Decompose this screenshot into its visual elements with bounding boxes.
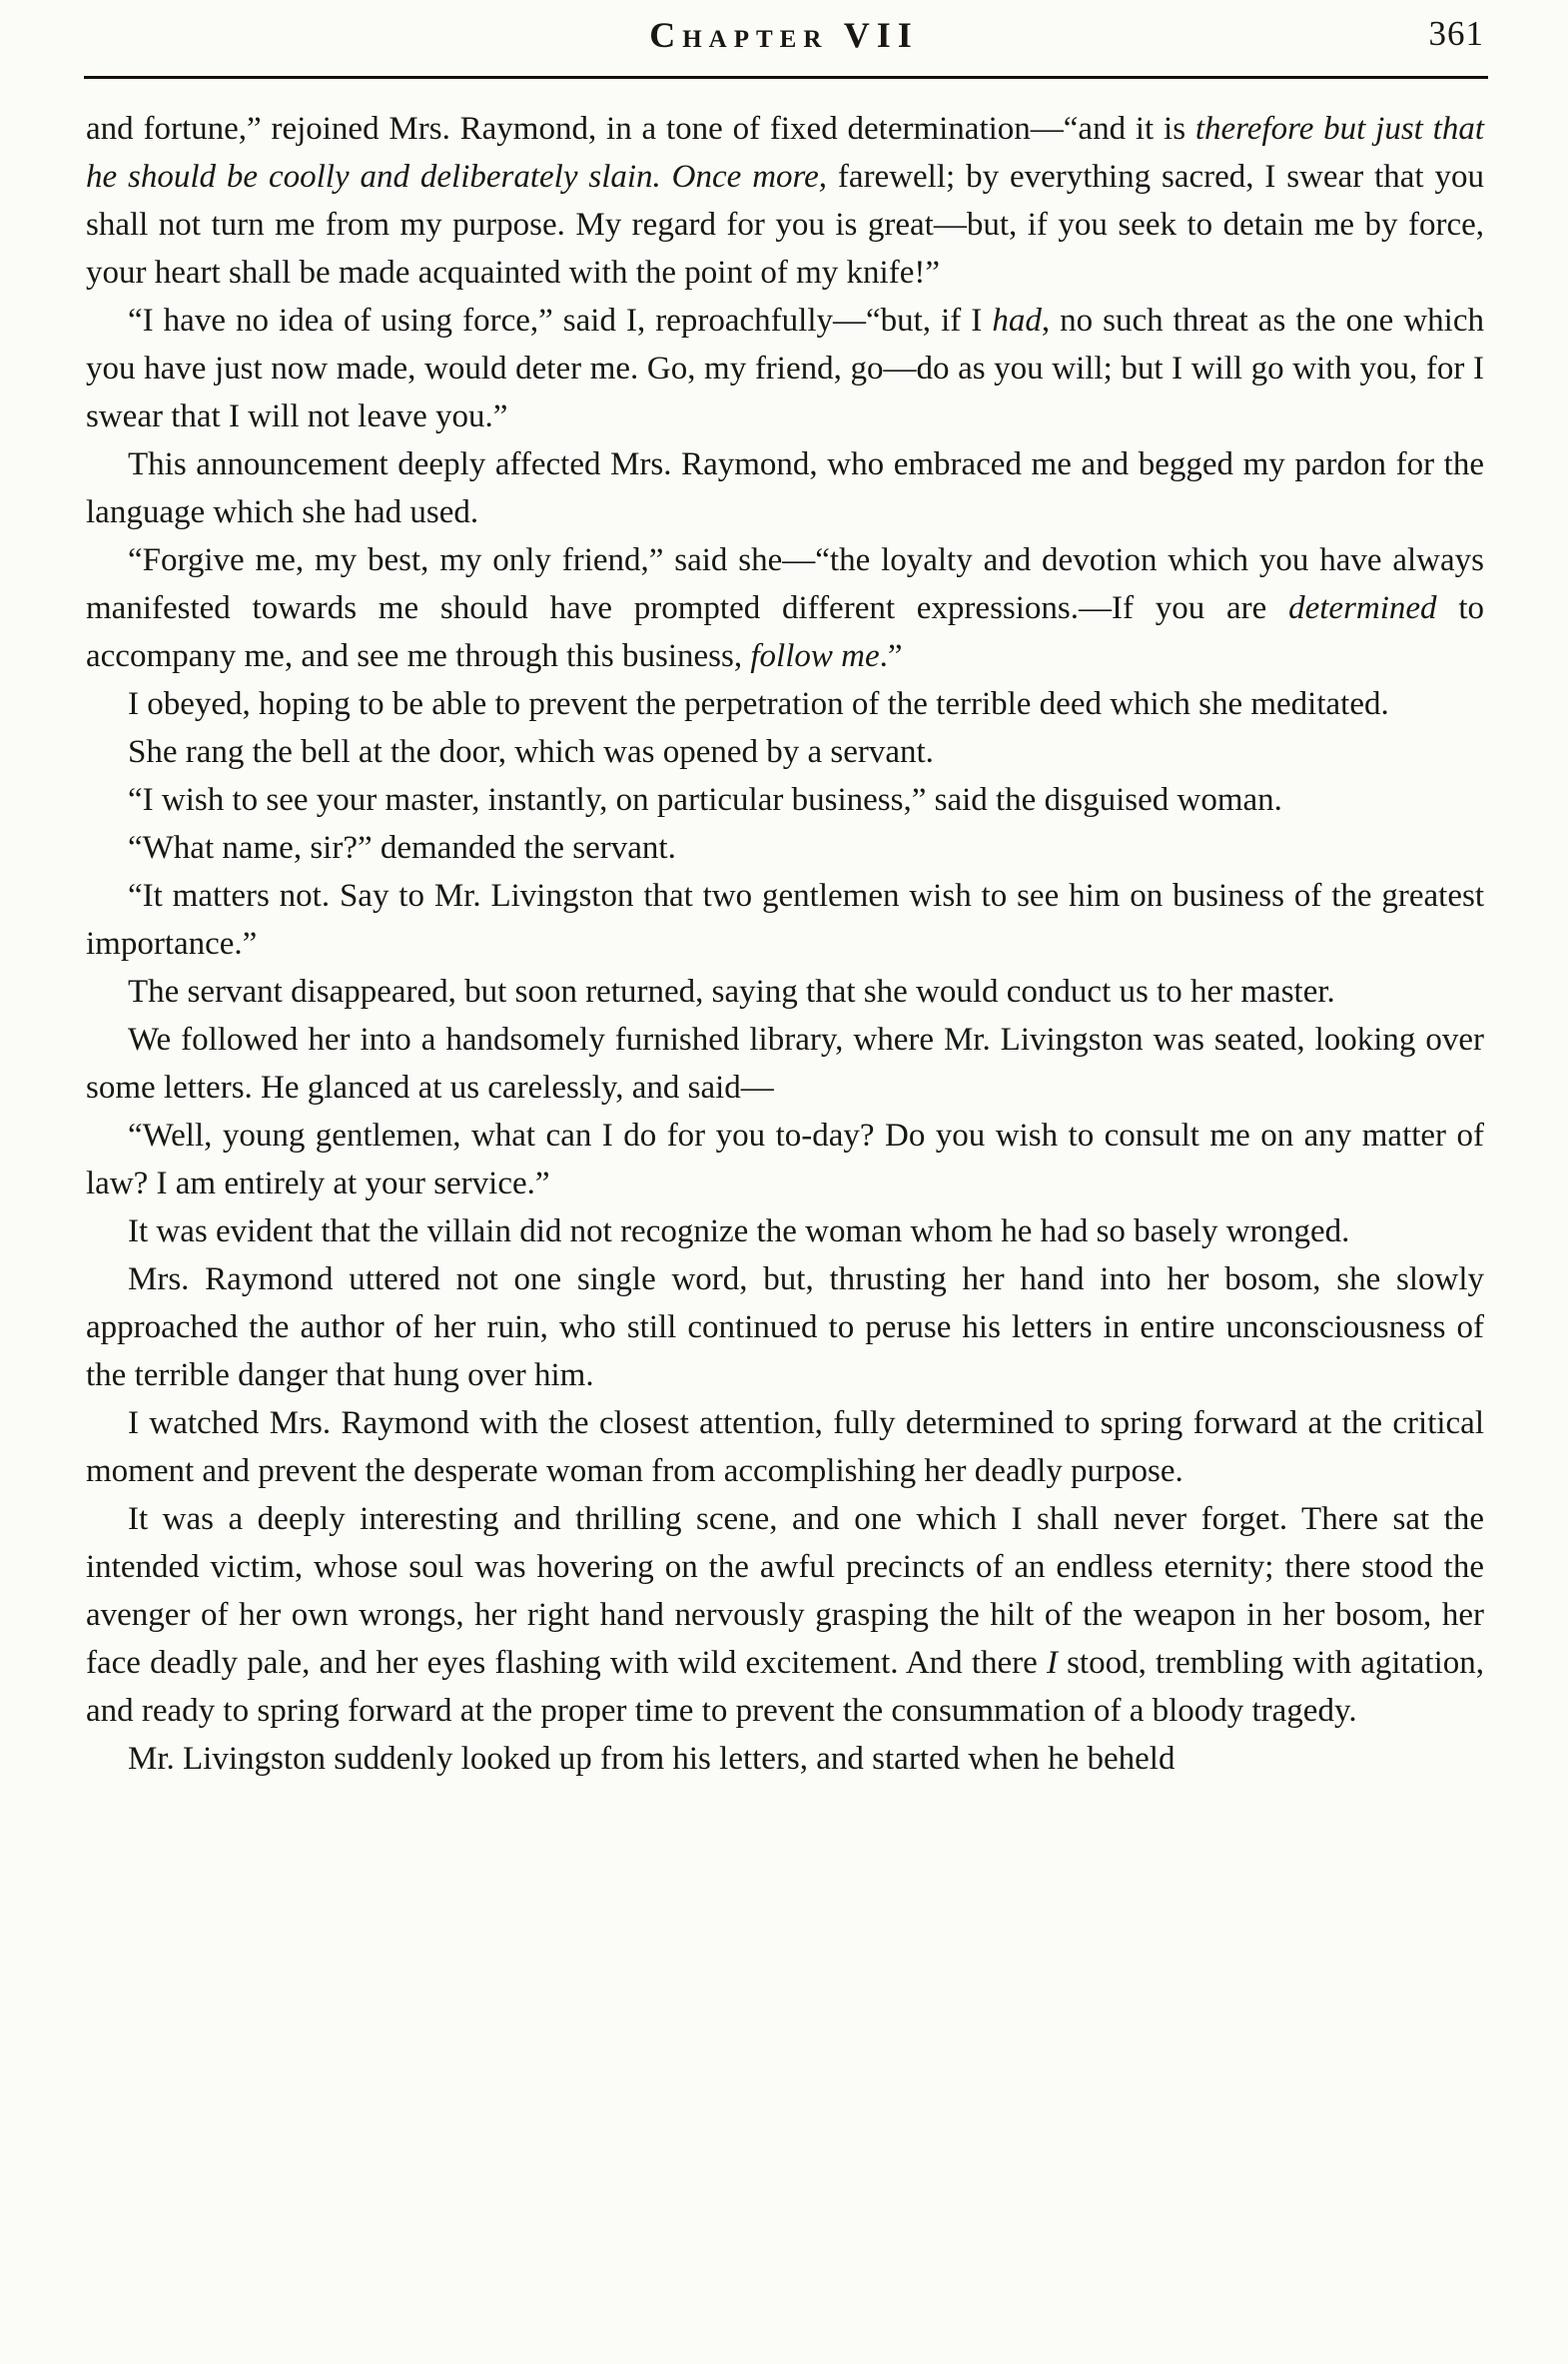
text-run: , no such threat as the one which you have just now made, would deter me. Go, my friend, go—do as you will; but I will go with you, for I swear that I will not leave you.” — [86, 303, 1484, 434]
italic-text-run: therefore but just that he should be coolly and deliberately slain. Once more, — [86, 111, 1484, 195]
text-run: “Forgive me, my best, my only friend,” said she—“the loyalty and devotion which you have always manifested towards me should have prompted different expressions.—If you are — [86, 542, 1484, 626]
paragraph — [86, 1255, 1484, 1399]
text-run: Mr. Livingston suddenly looked up from his letters, and started when he beheld — [128, 1741, 1176, 1777]
paragraph — [86, 1495, 1484, 1735]
page-body — [0, 105, 1568, 1783]
text-run: I obeyed, hoping to be able to prevent the perpetration of the terrible deed which she meditated. — [128, 686, 1389, 722]
text-run: and fortune,” rejoined Mrs. Raymond, in a tone of fixed determination—“and it is — [86, 111, 1195, 147]
paragraph — [86, 1735, 1484, 1783]
text-run: This announcement deeply affected Mrs. Raymond, who embraced me and begged my pardon for the language which she had used. — [86, 446, 1484, 530]
paragraph — [86, 968, 1484, 1016]
paragraph — [86, 297, 1484, 440]
text-run: “I have no idea of using force,” said I, reproachfully—“but, if I — [128, 303, 993, 339]
text-run: She rang the bell at the door, which was opened by a servant. — [128, 734, 934, 770]
page-number: 361 — [1428, 14, 1484, 53]
text-run: “It matters not. Say to Mr. Livingston that two gentlemen wish to see him on business of the greatest importance.” — [86, 878, 1484, 962]
paragraph — [86, 728, 1484, 776]
italic-text-run: I — [1046, 1645, 1058, 1681]
text-run: The servant disappeared, but soon returned, saying that she would conduct us to her master. — [128, 974, 1335, 1010]
text-run: farewell; by everything sacred, I swear that you shall not turn me from my purpose. My regard for you is great—but, if you seek to detain me by force, your heart shall be made acquainted with the point of my knife!” — [86, 159, 1484, 291]
text-run: It was evident that the villain did not recognize the woman whom he had so basely wronged. — [128, 1213, 1350, 1249]
text-run: “What name, sir?” demanded the servant. — [128, 830, 676, 866]
paragraph — [86, 776, 1484, 824]
page-header — [0, 0, 1568, 70]
text-run: We followed her into a handsomely furnished library, where Mr. Livingston was seated, looking over some letters. He glanced at us carelessly, and said— — [86, 1022, 1484, 1106]
text-run: I watched Mrs. Raymond with the closest attention, fully determined to spring forward at the critical moment and prevent the desperate woman from accomplishing her deadly purpose. — [86, 1405, 1484, 1489]
italic-text-run: determined — [1288, 590, 1437, 626]
paragraph — [86, 872, 1484, 968]
paragraph — [86, 1399, 1484, 1495]
text-run: to accompany me, and see me through this business, — [86, 590, 1485, 674]
chapter-title: Chapter VII — [649, 15, 919, 55]
header-rule — [84, 76, 1488, 79]
text-run: “I wish to see your master, instantly, on particular business,” said the disguised woman. — [128, 782, 1282, 818]
paragraph — [86, 105, 1484, 297]
text-run: stood, trembling with agitation, and ready to spring forward at the proper time to prevent the consummation of a bloody tragedy. — [86, 1645, 1484, 1729]
text-run: .” — [879, 638, 903, 674]
paragraph — [86, 1112, 1484, 1207]
text-run: “Well, young gentlemen, what can I do for you to-day? Do you wish to consult me on any matter of law? I am entirely at your service.” — [86, 1118, 1484, 1201]
paragraph — [86, 536, 1484, 680]
paragraph — [86, 1207, 1484, 1255]
paragraph — [86, 1016, 1484, 1112]
text-run: It was a deeply interesting and thrilling scene, and one which I shall never forget. There sat the intended victim, whose soul was hovering on the awful precincts of an endless eternity; there stood the avenger of her own wrongs, her right hand nervously grasping the hilt of the weapon in her bosom, her face deadly pale, and her eyes flashing with wild excitement. And there — [86, 1501, 1484, 1681]
italic-text-run: had — [992, 303, 1042, 339]
paragraph — [86, 824, 1484, 872]
paragraph — [86, 440, 1484, 536]
paragraph — [86, 680, 1484, 728]
text-run: Mrs. Raymond uttered not one single word, but, thrusting her hand into her bosom, she slowly approached the author of her ruin, who still continued to peruse his letters in entire unconsciousness of the terrible danger that hung over him. — [86, 1261, 1484, 1393]
italic-text-run: follow me — [750, 638, 880, 674]
